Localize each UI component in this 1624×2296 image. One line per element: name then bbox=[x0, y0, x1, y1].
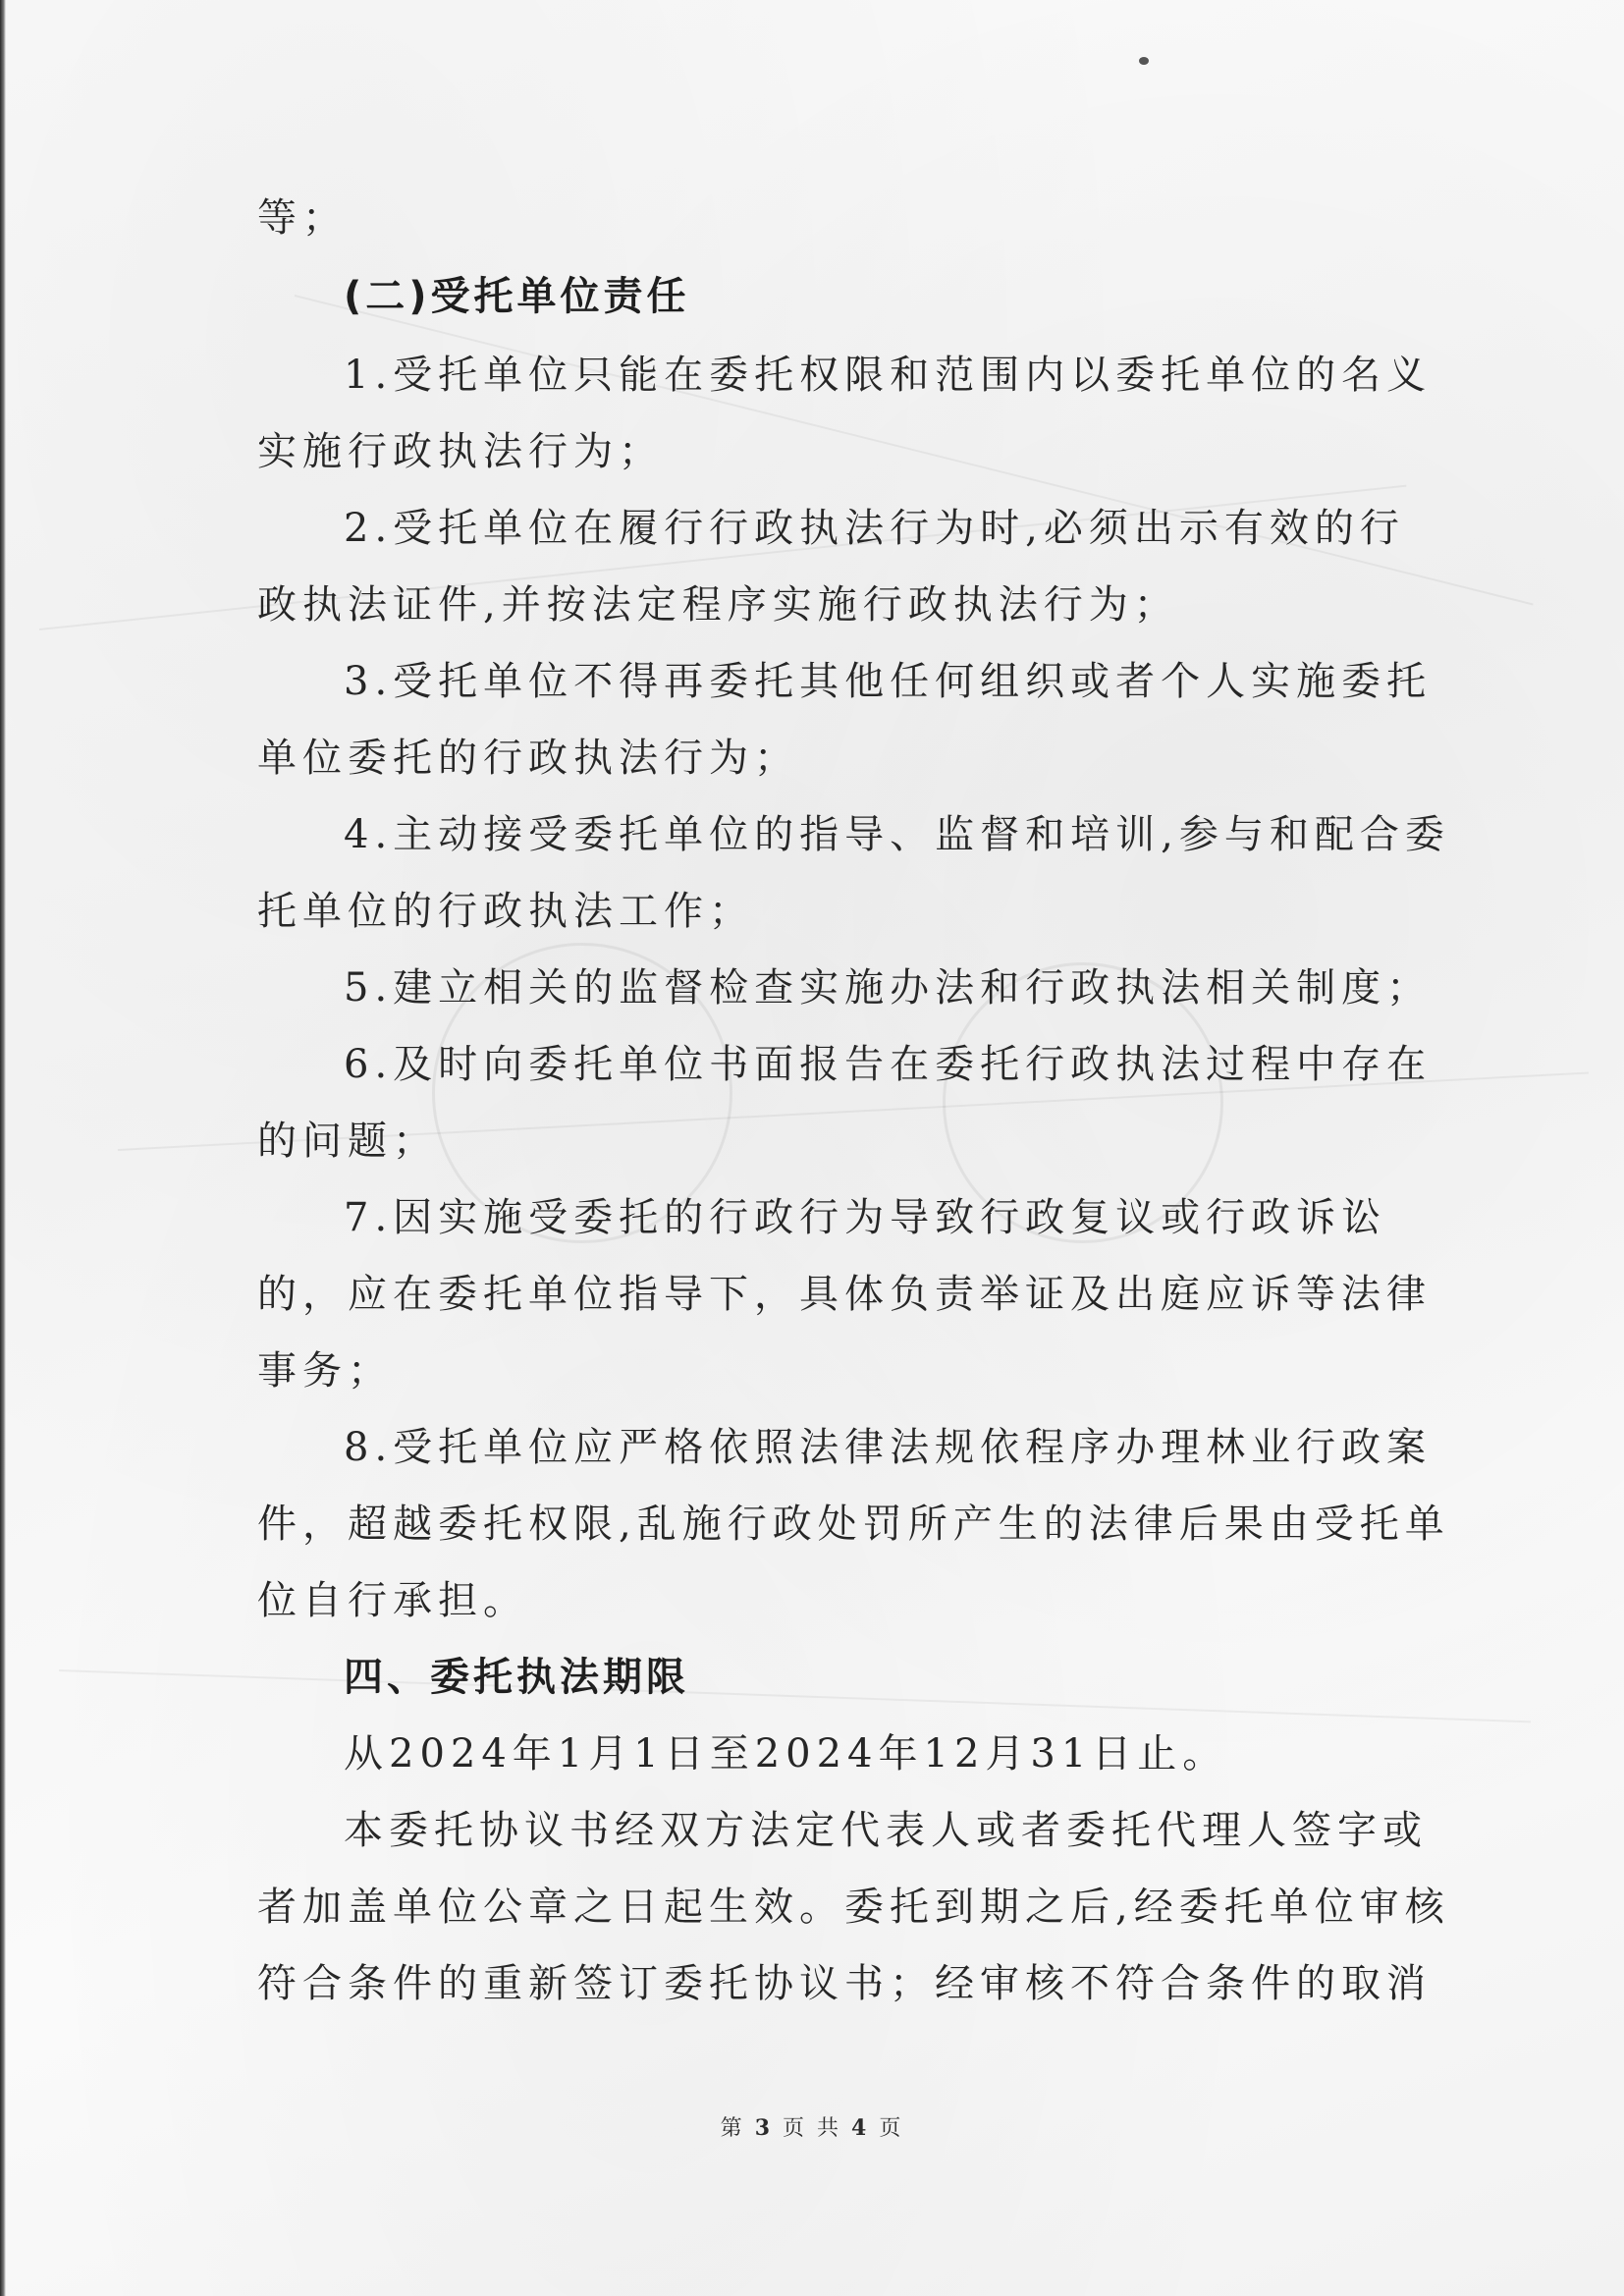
footer-middle: 页 共 bbox=[783, 2116, 841, 2141]
text-line: 从2024年1月1日至2024年12月31日止。 bbox=[344, 1731, 1228, 1777]
text-line: 者加盖单位公章之日起生效。委托到期之后,经委托单位审核 bbox=[257, 1885, 1450, 1930]
text-line: 事务； bbox=[257, 1348, 393, 1394]
text-line: 8.受托单位应严格依照法律法规依程序办理林业行政案 bbox=[344, 1425, 1433, 1470]
text-line: 1.受托单位只能在委托权限和范围内以委托单位的名义 bbox=[344, 353, 1433, 398]
text-line: 3.受托单位不得再委托其他任何组织或者个人实施委托 bbox=[344, 659, 1433, 704]
text-line: 单位委托的行政执法行为； bbox=[257, 736, 799, 781]
text-line: 等； bbox=[257, 195, 348, 241]
page-number-footer bbox=[0, 2111, 1624, 2142]
current-page-number: 3 bbox=[754, 2115, 773, 2141]
text-line: 的问题； bbox=[257, 1119, 438, 1164]
footer-suffix: 页 bbox=[879, 2116, 904, 2141]
paper-speck bbox=[1139, 57, 1149, 65]
text-line: 4.主动接受委托单位的指导、监督和培训,参与和配合委 bbox=[344, 812, 1450, 857]
text-line: 2.受托单位在履行行政执法行为时,必须出示有效的行 bbox=[344, 506, 1405, 551]
text-line: 5.建立相关的监督检查实施办法和行政执法相关制度； bbox=[344, 965, 1433, 1011]
text-line: 托单位的行政执法工作； bbox=[257, 889, 754, 934]
footer-prefix: 第 bbox=[720, 2116, 745, 2141]
text-line: 本委托协议书经双方法定代表人或者委托代理人签字或 bbox=[344, 1808, 1428, 1853]
text-line: 件，超越委托权限,乱施行政处罚所产生的法律后果由受托单 bbox=[257, 1502, 1450, 1547]
text-line: 7.因实施受委托的行政行为导致行政复议或行政诉讼 bbox=[344, 1195, 1387, 1240]
text-line: 6.及时向委托单位书面报告在委托行政执法过程中存在 bbox=[344, 1042, 1433, 1087]
paper-crease bbox=[59, 1669, 1531, 1722]
section-heading: 四、委托执法期限 bbox=[344, 1655, 689, 1700]
text-line: 的，应在委托单位指导下，具体负责举证及出庭应诉等法律 bbox=[257, 1272, 1432, 1317]
text-line: 位自行承担。 bbox=[257, 1578, 528, 1623]
text-line: 政执法证件,并按法定程序实施行政执法行为； bbox=[257, 582, 1179, 628]
section-heading: (二)受托单位责任 bbox=[344, 274, 690, 319]
text-line: 实施行政执法行为； bbox=[257, 429, 664, 474]
total-page-count: 4 bbox=[851, 2115, 870, 2141]
text-line: 符合条件的重新签订委托协议书；经审核不符合条件的取消 bbox=[257, 1961, 1432, 2006]
scan-edge-shadow bbox=[0, 0, 6, 2296]
